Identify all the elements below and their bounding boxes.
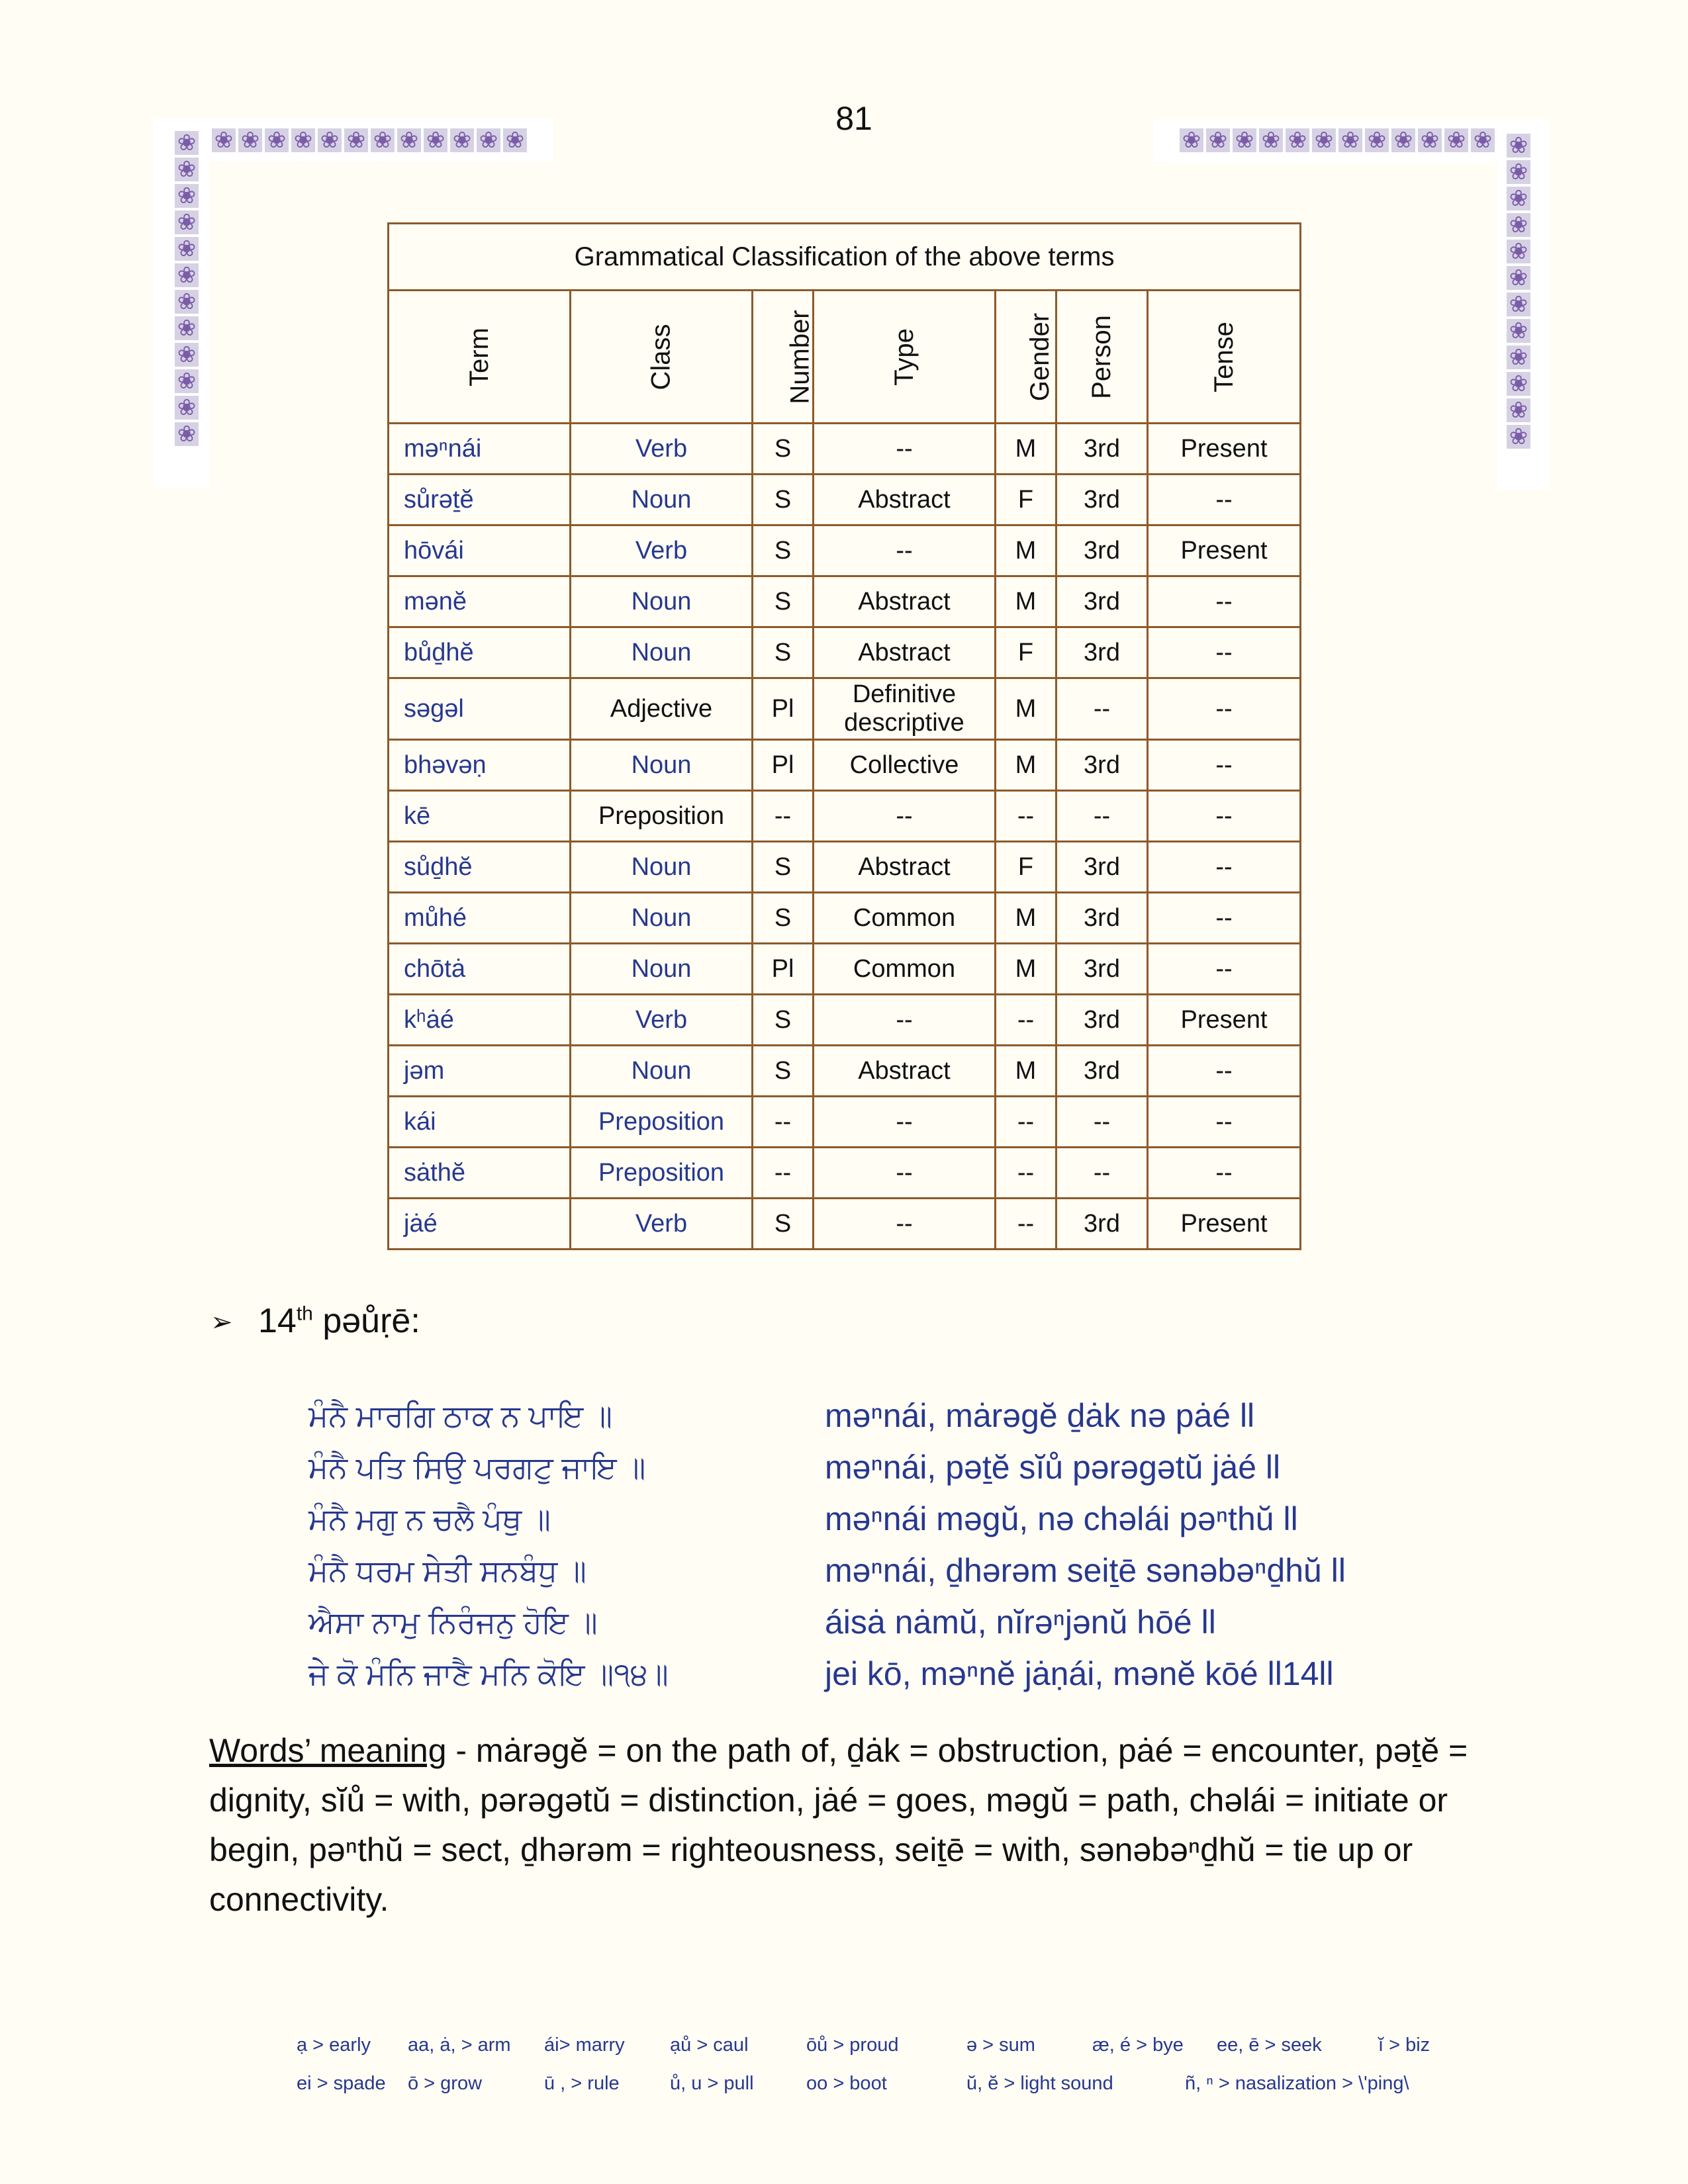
table-row bbox=[389, 627, 1301, 678]
table-cell-person: 3rd bbox=[1056, 740, 1148, 791]
table-cell-tense: Present bbox=[1148, 525, 1301, 576]
table-cell-type: -- bbox=[814, 1097, 996, 1148]
table-cell-person: 3rd bbox=[1056, 995, 1148, 1046]
table-row bbox=[389, 1199, 1301, 1250]
header-number bbox=[753, 291, 814, 424]
table-cell-class: Adjective bbox=[571, 678, 753, 740]
flower-ornament-icon: ❀ bbox=[1507, 319, 1530, 343]
table-cell-term: bůḏhĕ bbox=[389, 627, 571, 678]
table-cell-term: məⁿnái bbox=[389, 424, 571, 475]
table-cell-class: Preposition bbox=[571, 791, 753, 842]
table-cell-tense: Present bbox=[1148, 995, 1301, 1046]
table-cell-gender: M bbox=[996, 893, 1056, 944]
table-row bbox=[389, 424, 1301, 475]
table-cell-person: -- bbox=[1056, 678, 1148, 740]
table-row bbox=[389, 576, 1301, 627]
table-row bbox=[389, 525, 1301, 576]
table-cell-person: 3rd bbox=[1056, 893, 1148, 944]
table-cell-tense: -- bbox=[1148, 791, 1301, 842]
table-cell-number: S bbox=[753, 576, 814, 627]
table-cell-type: -- bbox=[814, 791, 996, 842]
table-cell-gender: M bbox=[996, 1046, 1056, 1097]
flower-ornament-icon: ❀ bbox=[1365, 128, 1389, 152]
table-cell-gender: M bbox=[996, 944, 1056, 995]
table-cell-gender: M bbox=[996, 740, 1056, 791]
table-cell-person: -- bbox=[1056, 791, 1148, 842]
table-cell-type: -- bbox=[814, 995, 996, 1046]
table-cell-class: Verb bbox=[571, 1199, 753, 1250]
transliteration-line: áisȧ nȧmŭ, nĭrəⁿjənŭ hōé ll bbox=[825, 1604, 1216, 1641]
top-right-flower-row bbox=[1178, 128, 1496, 152]
table-cell-gender: F bbox=[996, 842, 1056, 893]
table-cell-person: 3rd bbox=[1056, 944, 1148, 995]
table-cell-gender: F bbox=[996, 627, 1056, 678]
top-left-flower-row bbox=[211, 128, 528, 152]
flower-ornament-icon: ❀ bbox=[1206, 128, 1230, 152]
flower-ornament-icon: ❀ bbox=[175, 290, 199, 314]
table-cell-number: -- bbox=[753, 791, 814, 842]
table-cell-type: -- bbox=[814, 1199, 996, 1250]
flower-ornament-icon: ❀ bbox=[238, 128, 262, 152]
table-cell-class: Noun bbox=[571, 627, 753, 678]
table-cell-tense: -- bbox=[1148, 944, 1301, 995]
table-cell-number: S bbox=[753, 525, 814, 576]
pronunciation-key-item: ū , > rule bbox=[544, 2073, 620, 2094]
table-cell-type: Definitive descriptive bbox=[814, 678, 996, 740]
flower-ornament-icon: ❀ bbox=[1507, 187, 1530, 210]
flower-ornament-icon: ❀ bbox=[397, 128, 421, 152]
table-cell-tense: -- bbox=[1148, 842, 1301, 893]
flower-ornament-icon: ❀ bbox=[477, 128, 500, 152]
table-cell-term: mənĕ bbox=[389, 576, 571, 627]
flower-ornament-icon: ❀ bbox=[175, 210, 199, 234]
table-row bbox=[389, 740, 1301, 791]
table-cell-tense: -- bbox=[1148, 1097, 1301, 1148]
table-cell-number: Pl bbox=[753, 678, 814, 740]
grammar-table bbox=[387, 222, 1301, 1250]
pauri-title: pəůṛē: bbox=[312, 1302, 420, 1340]
gurmukhi-line: ਮੰਨੈ ਮਾਰਗਿ ਠਾਕ ਨ ਪਾਇ ॥ bbox=[308, 1398, 612, 1433]
flower-ornament-icon: ❀ bbox=[1338, 128, 1362, 152]
header-person bbox=[1056, 291, 1148, 424]
table-cell-type: Common bbox=[814, 944, 996, 995]
table-cell-term: bhəvəṇ bbox=[389, 740, 571, 791]
table-cell-class: Verb bbox=[571, 525, 753, 576]
header-type bbox=[814, 291, 996, 424]
flower-ornament-icon: ❀ bbox=[1312, 128, 1336, 152]
table-cell-term: sůḏhĕ bbox=[389, 842, 571, 893]
table-cell-person: 3rd bbox=[1056, 475, 1148, 525]
table-cell-term: kē bbox=[389, 791, 571, 842]
flower-ornament-icon: ❀ bbox=[1507, 345, 1530, 369]
table-cell-tense: -- bbox=[1148, 576, 1301, 627]
table-cell-class: Preposition bbox=[571, 1148, 753, 1199]
table-cell-term: səgəl bbox=[389, 678, 571, 740]
flower-ornament-icon: ❀ bbox=[1233, 128, 1256, 152]
pronunciation-key-item: æ, é > bye bbox=[1092, 2034, 1184, 2056]
table-cell-gender: F bbox=[996, 475, 1056, 525]
table-row bbox=[389, 791, 1301, 842]
table-cell-person: -- bbox=[1056, 1148, 1148, 1199]
flower-ornament-icon: ❀ bbox=[1507, 372, 1530, 396]
pronunciation-key-item: ĭ > biz bbox=[1378, 2034, 1430, 2056]
table-cell-type: Abstract bbox=[814, 627, 996, 678]
flower-ornament-icon: ❀ bbox=[1507, 213, 1530, 237]
header-term bbox=[389, 291, 571, 424]
table-cell-class: Noun bbox=[571, 740, 753, 791]
table-cell-term: chōtȧ bbox=[389, 944, 571, 995]
table-cell-tense: -- bbox=[1148, 740, 1301, 791]
table-cell-class: Noun bbox=[571, 475, 753, 525]
table-cell-tense: Present bbox=[1148, 1199, 1301, 1250]
words-meaning-label: Words’ meaning bbox=[209, 1732, 447, 1769]
flower-ornament-icon: ❀ bbox=[1180, 128, 1203, 152]
flower-ornament-icon: ❀ bbox=[344, 128, 368, 152]
flower-ornament-icon: ❀ bbox=[175, 237, 199, 261]
table-cell-type: Abstract bbox=[814, 842, 996, 893]
table-row bbox=[389, 1097, 1301, 1148]
table-cell-tense: -- bbox=[1148, 1148, 1301, 1199]
table-cell-gender: -- bbox=[996, 995, 1056, 1046]
flower-ornament-icon: ❀ bbox=[175, 158, 199, 181]
flower-ornament-icon: ❀ bbox=[450, 128, 474, 152]
table-row bbox=[389, 893, 1301, 944]
flower-ornament-icon: ❀ bbox=[1507, 134, 1530, 158]
pronunciation-key-item: ạ > early bbox=[297, 2034, 371, 2056]
pauri-number: 14 bbox=[258, 1302, 297, 1340]
table-cell-class: Noun bbox=[571, 893, 753, 944]
table-cell-person: 3rd bbox=[1056, 627, 1148, 678]
table-cell-number: S bbox=[753, 995, 814, 1046]
flower-ornament-icon: ❀ bbox=[175, 343, 199, 367]
table-cell-gender: -- bbox=[996, 1097, 1056, 1148]
table-cell-number: S bbox=[753, 893, 814, 944]
table-cell-tense: -- bbox=[1148, 678, 1301, 740]
table-cell-person: 3rd bbox=[1056, 424, 1148, 475]
table-cell-class: Noun bbox=[571, 1046, 753, 1097]
table-cell-number: S bbox=[753, 475, 814, 525]
table-row bbox=[389, 1148, 1301, 1199]
flower-ornament-icon: ❀ bbox=[175, 396, 199, 420]
transliteration-line: jei kō, məⁿnĕ jȧṇái, mənĕ kōé ll14ll bbox=[825, 1655, 1334, 1692]
table-cell-gender: M bbox=[996, 678, 1056, 740]
table-cell-person: 3rd bbox=[1056, 525, 1148, 576]
flower-ornament-icon: ❀ bbox=[265, 128, 289, 152]
header-gender bbox=[996, 291, 1056, 424]
gurmukhi-verses bbox=[308, 1390, 669, 1700]
bullet-icon: ➢ bbox=[211, 1308, 233, 1337]
table-cell-person: 3rd bbox=[1056, 1046, 1148, 1097]
table-cell-gender: M bbox=[996, 424, 1056, 475]
table-cell-term: jəm bbox=[389, 1046, 571, 1097]
table-cell-term: hōvái bbox=[389, 525, 571, 576]
flower-ornament-icon: ❀ bbox=[1444, 128, 1468, 152]
pronunciation-key-item: ái> marry bbox=[544, 2034, 625, 2056]
left-flower-column bbox=[175, 128, 199, 449]
header-label: Tense bbox=[1209, 321, 1239, 392]
header-label: Class bbox=[646, 323, 676, 390]
flower-ornament-icon: ❀ bbox=[291, 128, 315, 152]
flower-ornament-icon: ❀ bbox=[212, 128, 236, 152]
flower-ornament-icon: ❀ bbox=[175, 316, 199, 340]
flower-ornament-icon: ❀ bbox=[318, 128, 342, 152]
pronunciation-key-item: ō > grow bbox=[408, 2073, 483, 2094]
header-label: Person bbox=[1087, 314, 1116, 399]
table-cell-class: Noun bbox=[571, 842, 753, 893]
flower-ornament-icon: ❀ bbox=[175, 263, 199, 287]
table-cell-gender: M bbox=[996, 576, 1056, 627]
table-cell-type: Abstract bbox=[814, 475, 996, 525]
header-label: Gender bbox=[1025, 312, 1055, 401]
table-row bbox=[389, 678, 1301, 740]
table-cell-gender: -- bbox=[996, 791, 1056, 842]
table-cell-class: Verb bbox=[571, 424, 753, 475]
table-cell-type: -- bbox=[814, 525, 996, 576]
table-cell-gender: -- bbox=[996, 1199, 1056, 1250]
gurmukhi-line: ਮੰਨੈ ਧਰਮ ਸੇਤੀ ਸਨਬੰਧੁ ॥ bbox=[308, 1553, 586, 1588]
table-cell-type: Common bbox=[814, 893, 996, 944]
header-label: Number bbox=[785, 309, 815, 404]
flower-ornament-icon: ❀ bbox=[503, 128, 527, 152]
flower-ornament-icon: ❀ bbox=[1507, 266, 1530, 290]
table-cell-tense: Present bbox=[1148, 424, 1301, 475]
table-cell-person: -- bbox=[1056, 1097, 1148, 1148]
table-cell-class: Verb bbox=[571, 995, 753, 1046]
pronunciation-key-item: ŭ, ĕ > light sound bbox=[966, 2073, 1113, 2094]
flower-ornament-icon: ❀ bbox=[175, 131, 199, 155]
table-cell-person: 3rd bbox=[1056, 1199, 1148, 1250]
pronunciation-key-item: ů, u > pull bbox=[670, 2073, 754, 2094]
flower-ornament-icon: ❀ bbox=[1471, 128, 1495, 152]
pronunciation-key-item: ōů > proud bbox=[806, 2034, 899, 2056]
table-cell-term: můhé bbox=[389, 893, 571, 944]
flower-ornament-icon: ❀ bbox=[1507, 398, 1530, 422]
table-cell-person: 3rd bbox=[1056, 576, 1148, 627]
page-number: 81 bbox=[835, 100, 872, 137]
gurmukhi-line: ਜੇ ਕੋ ਮੰਨਿ ਜਾਣੈ ਮਨਿ ਕੋਇ ॥੧੪॥ bbox=[308, 1657, 669, 1691]
table-cell-number: S bbox=[753, 1199, 814, 1250]
gurmukhi-line: ਮੰਨੈ ਮਗੁ ਨ ਚਲੈ ਪੰਥੁ ॥ bbox=[308, 1502, 551, 1536]
table-cell-tense: -- bbox=[1148, 627, 1301, 678]
pronunciation-key-item: ə > sum bbox=[966, 2034, 1035, 2056]
table-cell-number: S bbox=[753, 627, 814, 678]
table-cell-term: sȧthĕ bbox=[389, 1148, 571, 1199]
table-row bbox=[389, 944, 1301, 995]
header-label: Type bbox=[889, 328, 919, 386]
table-caption: Grammatical Classification of the above terms bbox=[389, 224, 1301, 291]
table-cell-number: S bbox=[753, 424, 814, 475]
flower-ornament-icon: ❀ bbox=[371, 128, 395, 152]
flower-ornament-icon: ❀ bbox=[1259, 128, 1283, 152]
table-cell-class: Preposition bbox=[571, 1097, 753, 1148]
table-cell-tense: -- bbox=[1148, 893, 1301, 944]
pauri-heading bbox=[258, 1301, 420, 1341]
pronunciation-key-item: oo > boot bbox=[806, 2073, 887, 2094]
transliteration-line: məⁿnái, pəṯĕ sĭů pərəgətŭ jȧé ll bbox=[825, 1449, 1281, 1486]
table-row bbox=[389, 475, 1301, 525]
pronunciation-key-item: ạů > caul bbox=[670, 2034, 749, 2056]
table-cell-type: Abstract bbox=[814, 1046, 996, 1097]
words-meaning-paragraph bbox=[209, 1726, 1487, 1925]
table-cell-type: -- bbox=[814, 424, 996, 475]
flower-ornament-icon: ❀ bbox=[1507, 425, 1530, 449]
gurmukhi-line: ਐਸਾ ਨਾਮੁ ਨਿਰੰਜਨੁ ਹੋਇ ॥ bbox=[308, 1605, 598, 1639]
table-cell-gender: M bbox=[996, 525, 1056, 576]
gurmukhi-line: ਮੰਨੈ ਪਤਿ ਸਿਉ ਪਰਗਟੁ ਜਾਇ ॥ bbox=[308, 1450, 646, 1484]
pauri-ordinal-suffix: th bbox=[296, 1302, 313, 1325]
pronunciation-key-item: aa, ȧ, > arm bbox=[408, 2034, 511, 2056]
table-cell-number: -- bbox=[753, 1148, 814, 1199]
pronunciation-key-item: ee, ē > seek bbox=[1217, 2034, 1322, 2056]
table-header-row bbox=[389, 291, 1301, 424]
flower-ornament-icon: ❀ bbox=[175, 422, 199, 446]
header-tense bbox=[1148, 291, 1301, 424]
table-cell-term: sůrəṯĕ bbox=[389, 475, 571, 525]
table-row bbox=[389, 842, 1301, 893]
flower-ornament-icon: ❀ bbox=[1391, 128, 1415, 152]
table-cell-number: Pl bbox=[753, 944, 814, 995]
table-cell-term: kʰȧé bbox=[389, 995, 571, 1046]
table-cell-term: jȧé bbox=[389, 1199, 571, 1250]
words-meaning-text: - mȧrəgĕ = on the path of, ḏȧk = obstruction, pȧé = encounter, pəṯĕ = dignity, sĭů = with, pərəgətŭ = distinction, jȧé = goes, məgŭ = path, chəlái = initiate or begin, pəⁿthŭ = sect, ḏhərəm = righteousness, seiṯē = with, sənəbəⁿḏhŭ = tie up or connectivity. bbox=[209, 1732, 1468, 1918]
table-cell-class: Noun bbox=[571, 576, 753, 627]
table-cell-gender: -- bbox=[996, 1148, 1056, 1199]
table-cell-term: kái bbox=[389, 1097, 571, 1148]
transliterated-verses bbox=[825, 1390, 1346, 1700]
flower-ornament-icon: ❀ bbox=[1418, 128, 1442, 152]
table-cell-class: Noun bbox=[571, 944, 753, 995]
header-label: Term bbox=[464, 327, 494, 387]
table-cell-type: -- bbox=[814, 1148, 996, 1199]
table-cell-person: 3rd bbox=[1056, 842, 1148, 893]
table-cell-number: S bbox=[753, 842, 814, 893]
table-cell-type: Collective bbox=[814, 740, 996, 791]
flower-ornament-icon: ❀ bbox=[1507, 293, 1530, 316]
pronunciation-key-item: ei > spade bbox=[297, 2073, 386, 2094]
header-class bbox=[571, 291, 753, 424]
transliteration-line: məⁿnái məgŭ, nə chəlái pəⁿthŭ ll bbox=[825, 1500, 1298, 1537]
transliteration-line: məⁿnái, ḏhərəm seiṯē sənəbəⁿḏhŭ ll bbox=[825, 1552, 1346, 1589]
pronunciation-key-item: ñ, ⁿ > nasalization > \'ping\ bbox=[1185, 2073, 1409, 2094]
table-row bbox=[389, 995, 1301, 1046]
table-cell-number: S bbox=[753, 1046, 814, 1097]
flower-ornament-icon: ❀ bbox=[424, 128, 447, 152]
flower-ornament-icon: ❀ bbox=[1507, 240, 1530, 263]
table-row bbox=[389, 1046, 1301, 1097]
flower-ornament-icon: ❀ bbox=[1507, 160, 1530, 184]
flower-ornament-icon: ❀ bbox=[175, 369, 199, 393]
table-cell-number: Pl bbox=[753, 740, 814, 791]
transliteration-line: məⁿnái, mȧrəgĕ ḏȧk nə pȧé ll bbox=[825, 1397, 1255, 1434]
table-cell-number: -- bbox=[753, 1097, 814, 1148]
table-cell-tense: -- bbox=[1148, 475, 1301, 525]
flower-ornament-icon: ❀ bbox=[175, 184, 199, 208]
flower-ornament-icon: ❀ bbox=[1286, 128, 1309, 152]
table-cell-tense: -- bbox=[1148, 1046, 1301, 1097]
table-cell-type: Abstract bbox=[814, 576, 996, 627]
right-flower-column bbox=[1507, 131, 1530, 451]
